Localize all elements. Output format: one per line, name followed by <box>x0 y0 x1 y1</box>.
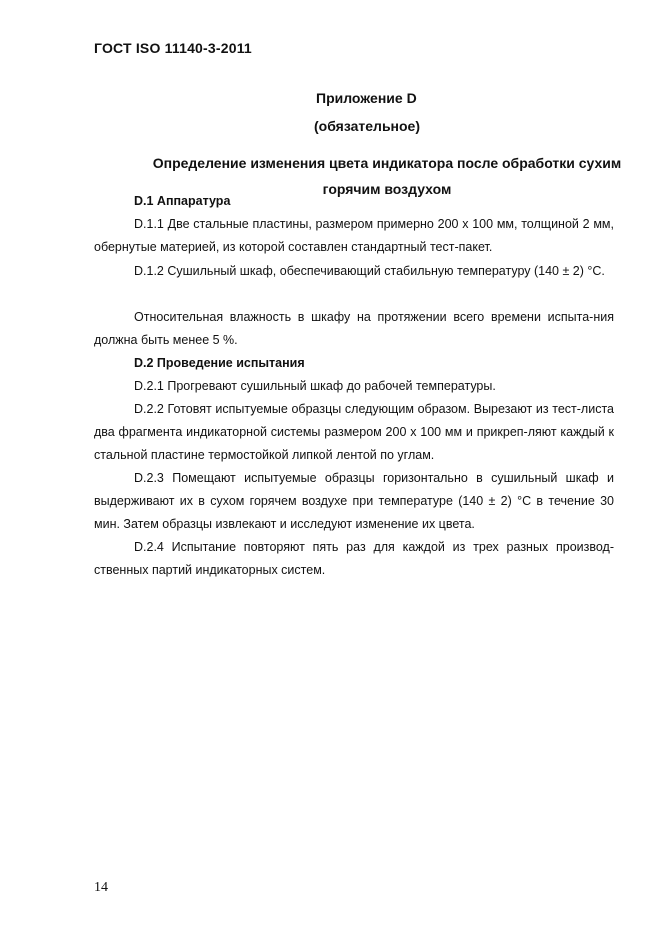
annex-status: (обязательное) <box>314 118 421 134</box>
page-number: 14 <box>94 880 108 895</box>
paragraph-d1-2: D.1.2 Сушильный шкаф, обеспечивающий стабильную температуру (140 ± 2) °С. <box>134 264 605 278</box>
document-header: ГОСТ ISO 11140-3-2011 <box>94 40 252 56</box>
section-d2-heading: D.2 Проведение испытания <box>134 356 305 370</box>
paragraph-d2-1: D.2.1 Прогревают сушильный шкаф до рабочей температуры. <box>134 379 496 393</box>
annex-heading: Определение изменения цвета индикатора после обработки сухим горячим воздухом <box>152 155 622 197</box>
annex-title: Приложение D <box>316 90 417 106</box>
paragraph-d1-1: D.1.1 Две стальные пластины, размером примерно 200 х 100 мм, толщиной 2 мм, обернутые материей, из которой составлен стандартный тест-пакет. <box>94 217 614 254</box>
paragraph-d2-3: D.2.3 Помещают испытуемые образцы горизонтально в сушильный шкаф и выдерживают их в сухом горячем воздухе при температуре (140 ± 2) °С в течение 30 мин. Затем образцы извлекают и исследуют изменение их цвета. <box>94 471 614 531</box>
section-d1-heading: D.1 Аппаратура <box>134 194 231 208</box>
paragraph-d2-4: D.2.4 Испытание повторяют пять раз для каждой из трех разных производ-ственных партий индикаторных систем. <box>94 540 614 577</box>
paragraph-d1-humidity: Относительная влажность в шкафу на протяжении всего времени испыта-ния должна быть менее 5 %. <box>94 310 614 347</box>
paragraph-d2-2: D.2.2 Готовят испытуемые образцы следующим образом. Вырезают из тест-листа два фрагмента индикаторной системы размером 200 х 100 мм и прикреп-ляют каждый к стальной пластине термостойкой липкой лентой по углам. <box>94 402 614 462</box>
